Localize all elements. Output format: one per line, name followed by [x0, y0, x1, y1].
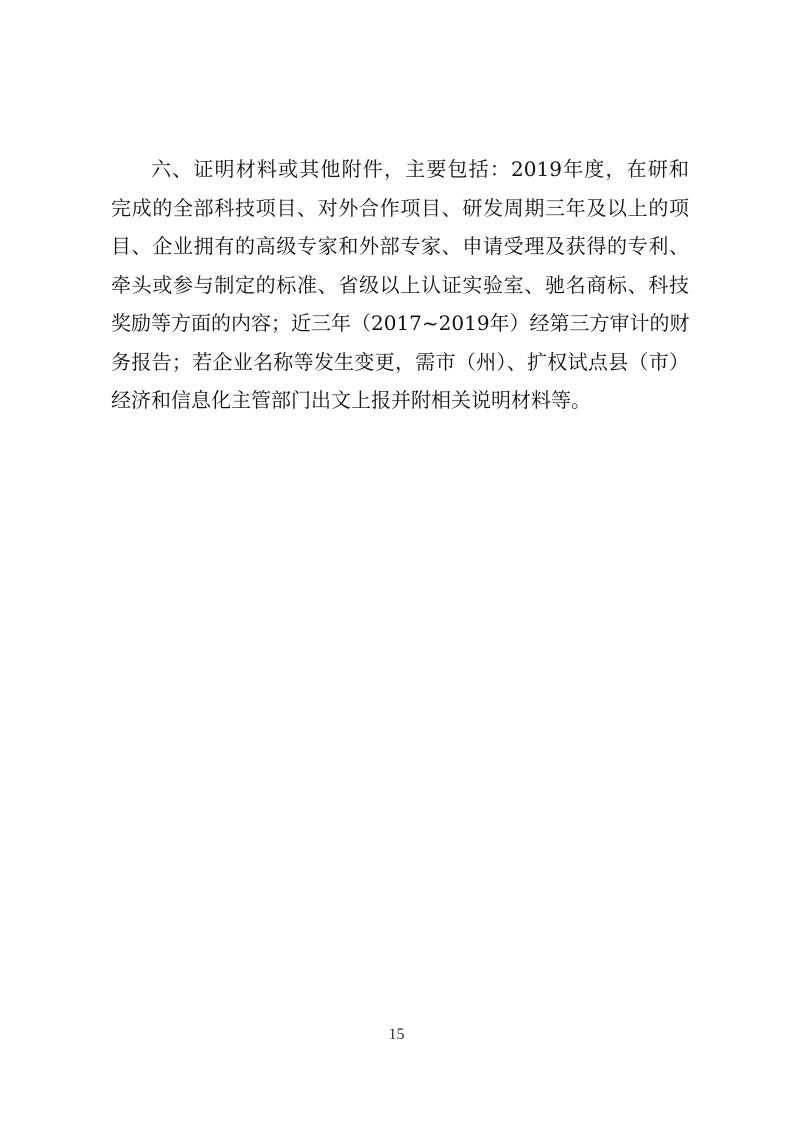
paragraph-line: 完成的全部科技项目、对外合作项目、研发周期三年及以上的项	[111, 195, 689, 220]
page-number: 15	[388, 1026, 405, 1043]
body-paragraph	[111, 150, 689, 420]
paragraph-line: 六、证明材料或其他附件，主要包括：2019年度，在研和	[151, 157, 689, 181]
paragraph-line: 经济和信息化主管部门出文上报并附相关说明材料等。	[111, 388, 591, 412]
paragraph-line: 牵头或参与制定的标准、省级以上认证实验室、驰名商标、科技	[111, 272, 689, 297]
paragraph-line: 目、企业拥有的高级专家和外部专家、申请受理及获得的专利、	[111, 234, 689, 258]
paragraph-line: 务报告；若企业名称等发生变更，需市（州）、扩权试点县（市）	[111, 349, 689, 374]
paragraph-line: 奖励等方面的内容；近三年（2017~2019年）经第三方审计的财	[111, 311, 690, 335]
